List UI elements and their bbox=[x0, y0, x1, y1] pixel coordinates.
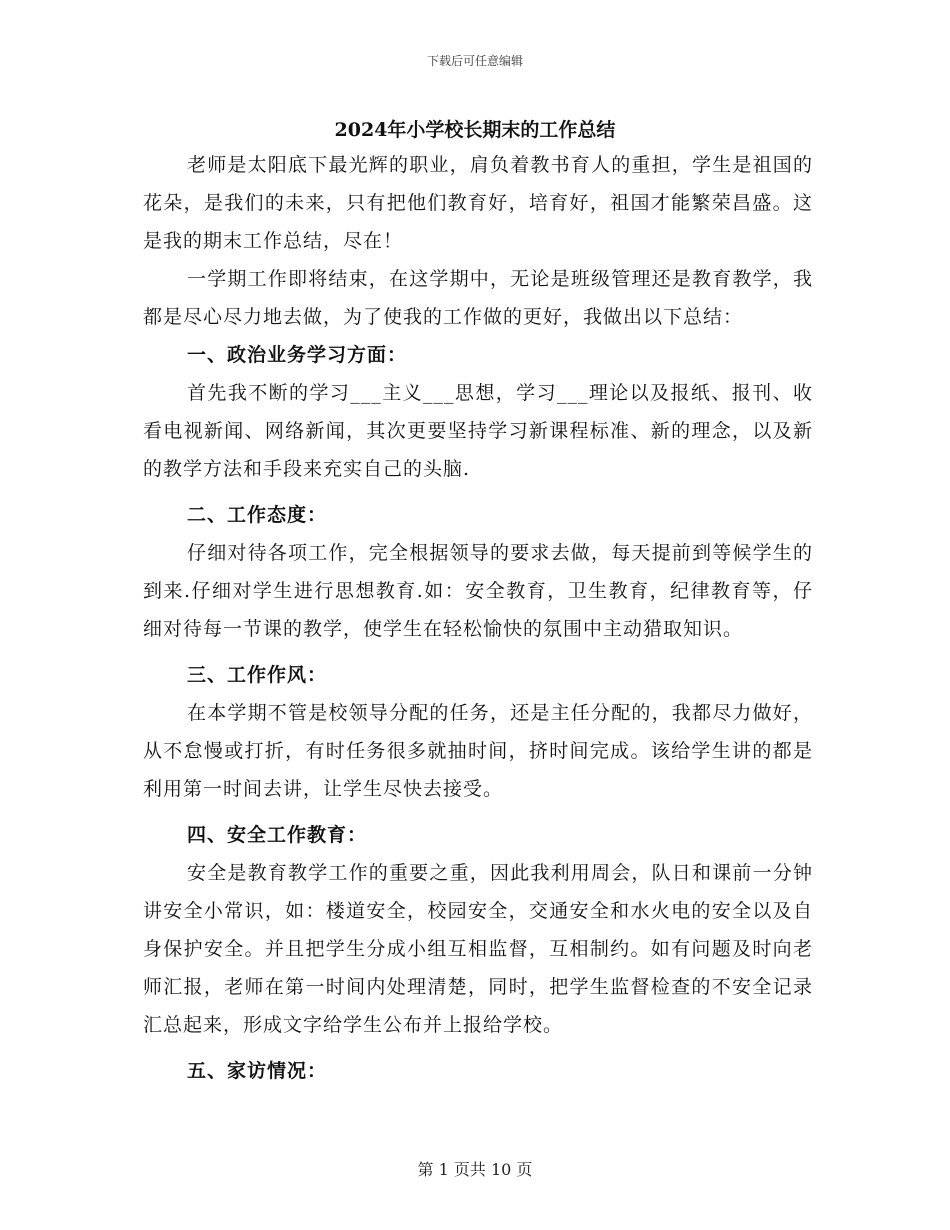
section-1-text: 首先我不断的学习___主义___思想，学习___理论以及报纸、报刊、收看电视新闻、网络新闻，其次更要坚持学习新课程标准、新的理念，以及新的教学方法和手段来充实自己的头脑. bbox=[143, 382, 813, 480]
page-header-note: 下载后可任意编辑 bbox=[426, 54, 523, 68]
section-4-heading: 四、安全工作教育： bbox=[187, 824, 368, 846]
document-body bbox=[143, 146, 813, 1090]
section-5-heading: 五、家访情况： bbox=[187, 1060, 328, 1082]
intro-paragraph-2: 一学期工作即将结束，在这学期中，无论是班级管理还是教育教学，我都是尽心尽力地去做，为了使我的工作做的更好，我做出以下总结： bbox=[143, 268, 813, 328]
section-2-text: 仔细对待各项工作，完全根据领导的要求去做，每天提前到等候学生的到来.仔细对学生进行思想教育.如：安全教育，卫生教育，纪律教育等，仔细对待每一节课的教学，使学生在轻松愉快的氛围中主动猎取知识。 bbox=[143, 542, 813, 640]
section-4-text: 安全是教育教学工作的重要之重，因此我利用周会，队日和课前一分钟讲安全小常识，如：楼道安全，校园安全，交通安全和水火电的安全以及自身保护安全。并且把学生分成小组互相监督，互相制约。如有问题及时向老师汇报，老师在第一时间内处理清楚，同时，把学生监督检查的不安全记录汇总起来，形成文字给学生公布并上报给学校。 bbox=[143, 862, 813, 1036]
section-1-heading: 一、政治业务学习方面： bbox=[187, 344, 408, 366]
document-title: 2024年小学校长期末的工作总结 bbox=[334, 119, 616, 141]
section-3-heading: 三、工作作风： bbox=[187, 664, 328, 686]
section-3-text: 在本学期不管是校领导分配的任务，还是主任分配的，我都尽力做好，从不怠慢或打折，有时任务很多就抽时间，挤时间完成。该给学生讲的都是利用第一时间去讲，让学生尽快去接受。 bbox=[143, 702, 813, 800]
intro-paragraph-1: 老师是太阳底下最光辉的职业，肩负着教书育人的重担，学生是祖国的花朵，是我们的未来，只有把他们教育好，培育好，祖国才能繁荣昌盛。这是我的期末工作总结，尽在！ bbox=[143, 154, 813, 252]
section-2-heading: 二、工作态度： bbox=[187, 504, 328, 526]
page-number: 第 1 页共 10 页 bbox=[417, 1160, 533, 1179]
